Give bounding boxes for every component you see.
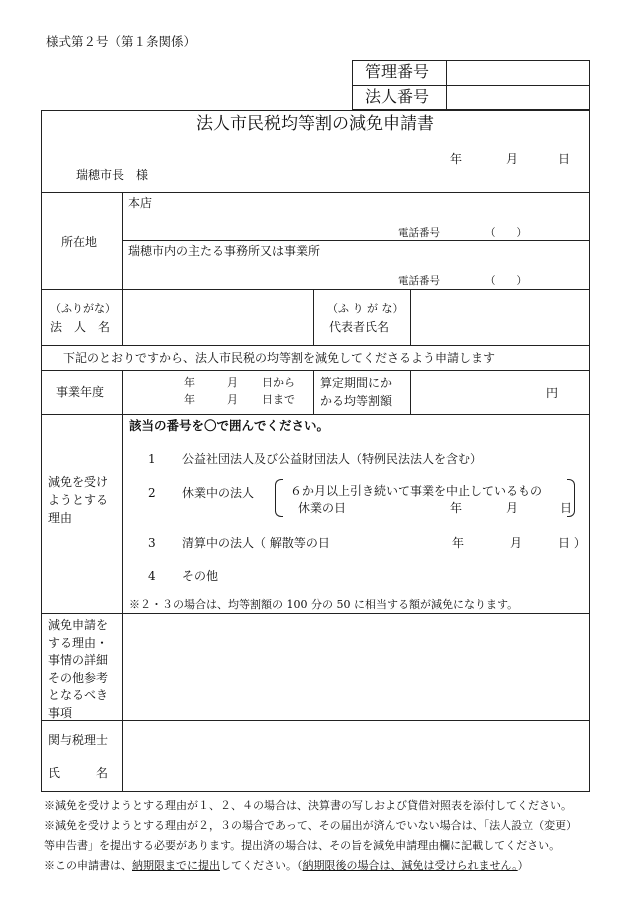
location-label: 所在地 [61,235,98,249]
reason-label-line1: 減免を受け [48,475,109,489]
fiscal-to-year: 年 [184,393,195,406]
deadline-emphasis-2: 納期限後の場合は、減免は受けられません。 [302,859,518,872]
reason-option-4-number[interactable]: 4 [148,569,156,583]
reason-option-2-detail: ６か月以上引き続いて事業を中止しているもの [290,484,543,498]
per-capita-amount-field[interactable] [412,372,542,413]
details-field[interactable] [124,615,588,718]
form-number: 様式第２号（第１条関係） [46,34,197,49]
reason-option-2-text: 休業中の法人 [182,486,255,500]
reason-option-1-number[interactable]: 1 [148,452,156,466]
reason-label-line3: 理由 [48,511,73,525]
footnote-notification: ※減免を受けようとする理由が２，３の場合であって、その届出が済んでいない場合は、「法人設立（変更） [44,819,578,832]
details-label-line: 事項 [48,705,73,720]
fiscal-period-field[interactable] [124,372,312,413]
reason-option-2-number[interactable]: 2 [148,486,156,500]
fiscal-from-year: 年 [184,376,195,389]
details-label-line: 事情の詳細 [48,653,109,667]
corp-name-furigana-label: （ふりがな） [50,302,116,315]
fiscal-year-label: 事業年度 [56,385,105,399]
corp-name-label: 法 人 名 [50,320,111,334]
footnote-deadline [44,860,529,871]
reason-label-line2: ようとする [48,493,109,507]
details-label-line: 減免申請を [48,618,109,632]
date-day-label: 日 [558,152,571,166]
reason-option-4-text: その他 [182,569,219,583]
main-office-phone-label: 電話番号 [398,275,440,287]
representative-furigana-label: （ふ り が な） [327,302,404,315]
reason-option-2-bracket-left [275,479,283,517]
details-label [48,617,120,722]
date-year-label: 年 [450,152,463,166]
main-office-address-field[interactable] [124,260,588,274]
deadline-suffix: ） [517,859,529,872]
amount-label-line1: 算定期間にか [320,376,393,390]
footnote-notification-cont: 等申告書」を提出する必要があります。提出済の場合は、その旨を減免申請理由欄に記載してください。 [44,839,561,852]
dissolution-year-field[interactable]: 年 [452,536,465,550]
reason-instruction: 該当の番号を〇で囲んでください。 [129,418,330,433]
head-office-label: 本店 [128,196,153,210]
suspension-date-label: 休業の日 [298,501,347,515]
reason-option-1-text: 公益社団法人及び公益財団法人（特例民法法人を含む） [182,452,483,466]
suspension-day-field[interactable]: 日 [560,501,573,515]
representative-name-label: 代表者氏名 [329,320,390,334]
reason-option-3-text: 清算中の法人（ 解散等の日 [182,536,330,550]
footnote-attachments: ※減免を受けようとする理由が１、２、４の場合は、決算書の写しおよび貸借対照表を添付してください。 [44,799,572,812]
head-office-phone-field[interactable]: （ ） [485,227,527,239]
corporate-number-field[interactable] [447,86,589,109]
amount-label-line2: かる均等割額 [320,394,393,408]
application-statement: 下記のとおりですから、法人市民税の均等割を減免してくださるよう申請します [63,351,496,365]
main-office-label: 瑞穂市内の主たる事務所又は事業所 [128,244,321,258]
fiscal-to-month: 月 [227,393,238,406]
details-label-line: となるべき [48,688,109,702]
addressee: 瑞穂市長 様 [76,168,149,182]
management-number-field[interactable] [447,61,589,85]
suspension-month-field[interactable]: 月 [506,501,519,515]
corporate-number-label: 法人番号 [365,87,430,106]
fiscal-to-day: 日まで [262,393,295,406]
management-number-label: 管理番号 [365,62,430,81]
corp-name-field[interactable] [124,291,312,344]
head-office-address-field[interactable] [124,212,588,226]
fiscal-from-month: 月 [227,376,238,389]
yen-unit: 円 [546,386,559,400]
deadline-emphasis-1: 納期限までに提出 [132,859,220,872]
tax-accountant-field[interactable] [124,722,588,790]
tax-accountant-name-label: 氏 名 [48,766,109,780]
details-label-line: その他参考 [48,670,109,685]
reduction-note: ※２・３の場合は、均等割額の 100 分の 50 に相当する額が減免になります。 [129,598,519,611]
tax-accountant-label: 関与税理士 [48,733,109,747]
form-title: 法人市民税均等割の減免申請書 [196,114,434,134]
reason-option-3-number[interactable]: 3 [148,536,156,550]
dissolution-day-field[interactable]: 日 ） [558,536,586,550]
fiscal-from-day: 日から [262,376,295,389]
date-month-label: 月 [506,152,519,166]
suspension-year-field[interactable]: 年 [450,501,463,515]
representative-name-field[interactable] [412,291,589,344]
head-office-phone-label: 電話番号 [398,227,440,239]
main-office-phone-field[interactable]: （ ） [485,275,527,287]
dissolution-month-field[interactable]: 月 [510,536,523,550]
deadline-prefix: ※この申請書は、 [44,859,132,872]
deadline-middle: してください。（ [220,859,303,872]
details-label-line: する理由・ [48,635,109,650]
